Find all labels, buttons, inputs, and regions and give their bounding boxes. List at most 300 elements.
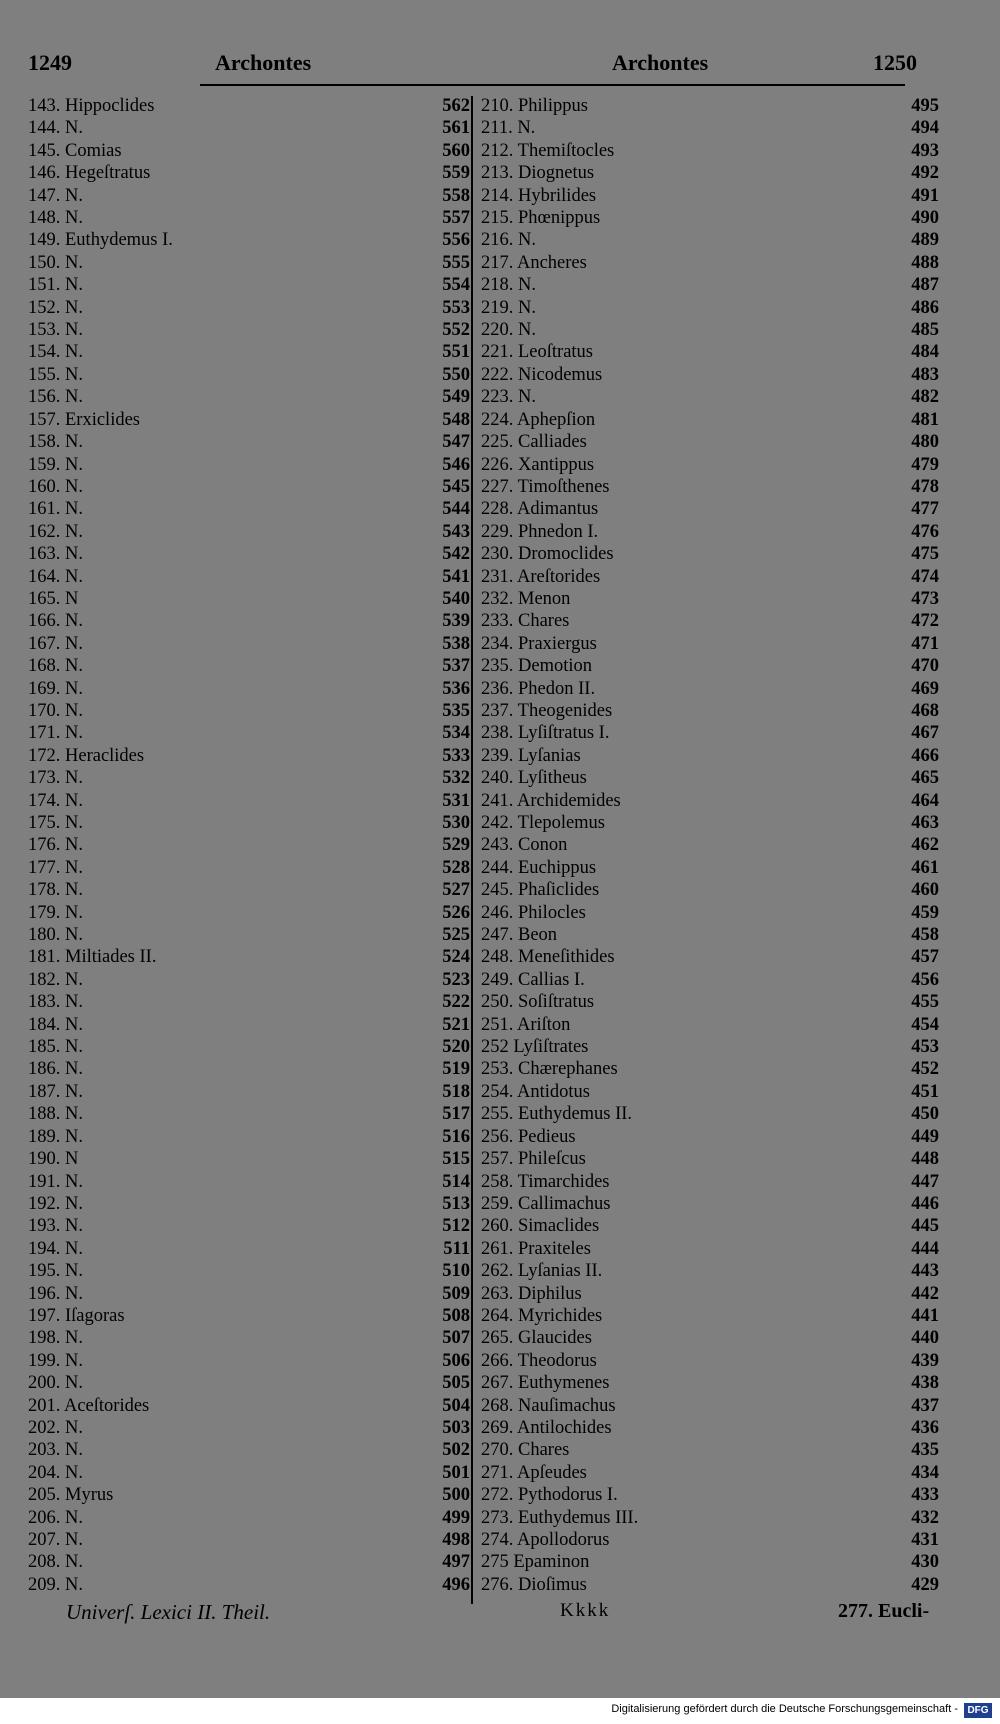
list-item <box>481 476 941 498</box>
year-number: 515 <box>442 1149 470 1170</box>
list-item <box>481 95 941 117</box>
year-number: 440 <box>911 1328 939 1349</box>
list-item <box>481 1238 941 1260</box>
archon-name: 144. N. <box>28 118 83 139</box>
year-number: 522 <box>442 992 470 1013</box>
archon-name: 187. N. <box>28 1081 83 1102</box>
year-number: 495 <box>911 96 939 116</box>
archon-name: 247. Beon <box>481 925 558 946</box>
year-number: 436 <box>911 1417 939 1438</box>
year-number: 486 <box>911 297 939 318</box>
archon-name: 182. N. <box>28 969 83 990</box>
year-number: 519 <box>442 1059 470 1080</box>
archon-list-right <box>481 95 941 1596</box>
list-item <box>28 207 470 229</box>
year-number: 475 <box>911 544 939 565</box>
list-item <box>28 521 470 543</box>
list-item <box>481 991 941 1013</box>
archon-name: 200. N. <box>28 1373 83 1394</box>
archon-name: 263. Diphilus <box>481 1283 582 1304</box>
year-number: 508 <box>442 1305 470 1326</box>
archon-name: 206. N. <box>28 1507 83 1528</box>
list-item <box>481 1215 941 1237</box>
list-item <box>28 879 470 901</box>
archon-name: 154. N. <box>28 342 83 363</box>
list-item <box>481 431 941 453</box>
list-item <box>481 700 941 722</box>
list-item <box>481 566 941 588</box>
year-number: 478 <box>911 476 939 497</box>
year-number: 507 <box>442 1328 470 1349</box>
list-item <box>481 207 941 229</box>
list-item <box>28 700 470 722</box>
list-item <box>28 1058 470 1080</box>
list-item <box>28 1529 470 1551</box>
archon-name: 236. Phedon II. <box>481 678 596 699</box>
list-item <box>481 633 941 655</box>
list-item <box>28 566 470 588</box>
year-number: 528 <box>442 857 470 878</box>
archon-name: 205. Myrus <box>28 1485 114 1506</box>
archon-name: 159. N. <box>28 454 83 475</box>
list-item <box>28 252 470 274</box>
year-number: 494 <box>911 118 939 139</box>
list-item <box>481 274 941 296</box>
year-number: 502 <box>442 1440 470 1461</box>
archon-name: 259. Callimachus <box>481 1193 611 1214</box>
year-number: 462 <box>911 835 939 856</box>
list-item <box>481 341 941 363</box>
archon-name: 203. N. <box>28 1440 83 1461</box>
year-number: 527 <box>442 880 470 901</box>
year-number: 497 <box>442 1552 470 1573</box>
archon-name: 180. N. <box>28 925 83 946</box>
archon-name: 184. N. <box>28 1014 83 1035</box>
list-item <box>28 543 470 565</box>
credit-text: Digitalisierung gefördert durch die Deutsche Forschungsgemeinschaft - <box>611 1703 958 1715</box>
list-item <box>28 341 470 363</box>
footer-catchword: 277. Eucli- <box>838 1600 930 1622</box>
year-number: 468 <box>911 700 939 721</box>
year-number: 483 <box>911 364 939 385</box>
header-rule-right <box>610 84 905 86</box>
archon-name: 248. Meneſithides <box>481 947 615 968</box>
year-number: 445 <box>911 1216 939 1237</box>
list-item <box>28 834 470 856</box>
list-item <box>481 722 941 744</box>
year-number: 439 <box>911 1350 939 1371</box>
list-item <box>481 1350 941 1372</box>
list-item <box>28 1507 470 1529</box>
list-item <box>28 476 470 498</box>
year-number: 529 <box>442 835 470 856</box>
year-number: 547 <box>442 432 470 453</box>
list-item <box>481 1171 941 1193</box>
archon-name: 229. Phnedon I. <box>481 521 599 542</box>
list-item <box>28 633 470 655</box>
year-number: 477 <box>911 499 939 520</box>
archon-name: 231. Areſtorides <box>481 566 601 587</box>
year-number: 449 <box>911 1126 939 1147</box>
list-item <box>481 610 941 632</box>
list-item <box>481 924 941 946</box>
list-item <box>28 185 470 207</box>
list-item <box>28 364 470 386</box>
year-number: 498 <box>442 1530 470 1550</box>
list-item <box>28 1395 470 1417</box>
list-item <box>481 1551 941 1573</box>
list-item <box>481 543 941 565</box>
list-item <box>481 1507 941 1529</box>
archon-name: 175. N. <box>28 813 83 833</box>
archon-name: 209. N. <box>28 1574 83 1595</box>
year-number: 499 <box>442 1507 470 1528</box>
archon-name: 193. N. <box>28 1216 83 1237</box>
archon-name: 150. N. <box>28 252 83 273</box>
archon-name: 149. Euthydemus I. <box>28 230 173 251</box>
year-number: 550 <box>442 364 470 385</box>
archon-name: 143. Hippoclides <box>28 96 155 116</box>
year-number: 523 <box>442 969 470 990</box>
year-number: 542 <box>442 544 470 565</box>
archon-name: 147. N. <box>28 185 83 206</box>
archon-name: 266. Theodorus <box>481 1350 597 1371</box>
archon-name: 224. Aphepſion <box>481 409 596 430</box>
year-number: 538 <box>442 633 470 654</box>
archon-name: 156. N. <box>28 387 83 408</box>
list-item <box>481 946 941 968</box>
year-number: 545 <box>442 476 470 497</box>
year-number: 556 <box>442 230 470 251</box>
year-number: 443 <box>911 1261 939 1282</box>
archon-name: 267. Euthymenes <box>481 1373 610 1394</box>
year-number: 536 <box>442 678 470 699</box>
archon-name: 271. Apſeudes <box>481 1462 587 1483</box>
archon-name: 272. Pythodorus I. <box>481 1485 618 1506</box>
archon-name: 168. N. <box>28 656 83 677</box>
archon-name: 178. N. <box>28 880 83 901</box>
list-item <box>28 722 470 744</box>
year-number: 454 <box>911 1014 939 1035</box>
archon-name: 160. N. <box>28 476 83 497</box>
year-number: 543 <box>442 521 470 542</box>
archon-name: 171. N. <box>28 723 83 744</box>
left-page-number: 1249 <box>28 50 72 75</box>
archon-name: 162. N. <box>28 521 83 542</box>
archon-name: 167. N. <box>28 633 83 654</box>
list-item <box>28 1171 470 1193</box>
archon-name: 176. N. <box>28 835 83 856</box>
list-item <box>28 969 470 991</box>
list-item <box>28 95 470 117</box>
list-item <box>28 1551 470 1573</box>
archon-name: 212. Themiſtocles <box>481 140 615 161</box>
list-item <box>481 521 941 543</box>
list-item <box>28 610 470 632</box>
year-number: 506 <box>442 1350 470 1371</box>
archon-name: 190. N <box>28 1149 79 1170</box>
list-item <box>28 1484 470 1506</box>
year-number: 558 <box>442 185 470 206</box>
year-number: 491 <box>911 185 939 206</box>
year-number: 555 <box>442 252 470 273</box>
year-number: 548 <box>442 409 470 430</box>
list-item <box>28 1014 470 1036</box>
list-item <box>481 229 941 251</box>
list-item <box>28 857 470 879</box>
list-item <box>481 1574 941 1596</box>
archon-name: 273. Euthydemus III. <box>481 1507 639 1528</box>
list-item <box>28 319 470 341</box>
list-item <box>28 902 470 924</box>
year-number: 455 <box>911 992 939 1013</box>
archon-name: 183. N. <box>28 992 83 1013</box>
archon-name: 250. Soſiſtratus <box>481 992 595 1013</box>
list-item <box>481 364 941 386</box>
year-number: 549 <box>442 387 470 408</box>
year-number: 521 <box>442 1014 470 1035</box>
archon-name: 254. Antidotus <box>481 1081 590 1102</box>
archon-name: 211. N. <box>481 118 536 139</box>
list-item <box>28 812 470 834</box>
year-number: 452 <box>911 1059 939 1080</box>
list-item <box>481 1529 941 1551</box>
archon-name: 217. Ancheres <box>481 252 587 273</box>
archon-name: 258. Timarchides <box>481 1171 610 1192</box>
archon-name: 166. N. <box>28 611 83 632</box>
list-item <box>28 678 470 700</box>
year-number: 525 <box>442 925 470 946</box>
year-number: 466 <box>911 745 939 766</box>
right-running-title: Archontes <box>612 50 709 75</box>
year-number: 453 <box>911 1037 939 1058</box>
archon-list-left <box>28 95 470 1596</box>
archon-name: 262. Lyſanias II. <box>481 1261 603 1282</box>
year-number: 446 <box>911 1193 939 1214</box>
year-number: 458 <box>911 925 939 946</box>
archon-name: 260. Simaclides <box>481 1216 600 1237</box>
archon-name: 170. N. <box>28 700 83 721</box>
list-item <box>481 1036 941 1058</box>
year-number: 465 <box>911 768 939 789</box>
list-item <box>28 946 470 968</box>
list-item <box>28 1327 470 1349</box>
year-number: 541 <box>442 566 470 587</box>
list-item <box>28 1193 470 1215</box>
archon-name: 222. Nicodemus <box>481 364 603 385</box>
archon-name: 155. N. <box>28 364 83 385</box>
list-item <box>481 902 941 924</box>
year-number: 533 <box>442 745 470 766</box>
year-number: 526 <box>442 902 470 923</box>
archon-name: 268. Nauſimachus <box>481 1395 616 1416</box>
archon-name: 239. Lyſanias <box>481 745 581 766</box>
list-item <box>481 767 941 789</box>
list-item <box>481 454 941 476</box>
archon-name: 157. Erxiclides <box>28 409 141 430</box>
list-item <box>481 319 941 341</box>
list-item <box>28 498 470 520</box>
year-number: 516 <box>442 1126 470 1147</box>
year-number: 509 <box>442 1283 470 1304</box>
archon-name: 192. N. <box>28 1193 83 1214</box>
archon-name: 196. N. <box>28 1283 83 1304</box>
year-number: 532 <box>442 768 470 789</box>
archon-name: 240. Lyſitheus <box>481 768 587 789</box>
list-item <box>28 924 470 946</box>
archon-name: 252 Lyſiſtrates <box>481 1037 589 1058</box>
year-number: 480 <box>911 432 939 453</box>
list-item <box>481 117 941 139</box>
list-item <box>481 879 941 901</box>
year-number: 560 <box>442 140 470 161</box>
year-number: 557 <box>442 208 470 229</box>
list-item <box>28 386 470 408</box>
list-item <box>28 1372 470 1394</box>
list-item <box>481 162 941 184</box>
year-number: 429 <box>911 1574 939 1595</box>
year-number: 493 <box>911 140 939 161</box>
list-item <box>28 431 470 453</box>
list-item <box>481 1126 941 1148</box>
archon-name: 256. Pedieus <box>481 1126 576 1147</box>
list-item <box>481 1193 941 1215</box>
year-number: 451 <box>911 1081 939 1102</box>
list-item <box>481 297 941 319</box>
year-number: 554 <box>442 275 470 296</box>
archon-name: 243. Conon <box>481 835 568 856</box>
archon-name: 255. Euthydemus II. <box>481 1104 633 1125</box>
list-item <box>28 588 470 610</box>
list-item <box>481 140 941 162</box>
archon-name: 242. Tlepolemus <box>481 813 606 833</box>
archon-name: 245. Phaſiclides <box>481 880 600 901</box>
archon-name: 223. N. <box>481 387 536 408</box>
list-item <box>481 1058 941 1080</box>
list-item <box>28 1574 470 1596</box>
list-item <box>28 409 470 431</box>
archon-name: 238. Lyſiſtratus I. <box>481 723 610 744</box>
year-number: 447 <box>911 1171 939 1192</box>
year-number: 544 <box>442 499 470 520</box>
year-number: 482 <box>911 387 939 408</box>
year-number: 492 <box>911 163 939 184</box>
list-item <box>481 1103 941 1125</box>
archon-name: 226. Xantippus <box>481 454 595 475</box>
archon-name: 163. N. <box>28 544 83 565</box>
year-number: 464 <box>911 790 939 811</box>
year-number: 485 <box>911 320 939 341</box>
list-item <box>28 655 470 677</box>
archon-name: 269. Antilochides <box>481 1417 612 1438</box>
list-item <box>28 274 470 296</box>
archon-name: 145. Comias <box>28 140 122 161</box>
header-rule-left <box>200 84 610 86</box>
list-item <box>28 1305 470 1327</box>
list-item <box>481 1283 941 1305</box>
archon-name: 246. Philocles <box>481 902 586 923</box>
list-item <box>481 1439 941 1461</box>
archon-name: 207. N. <box>28 1530 83 1550</box>
year-number: 517 <box>442 1104 470 1125</box>
year-number: 434 <box>911 1462 939 1483</box>
archon-name: 274. Apollodorus <box>481 1530 610 1550</box>
list-item <box>28 1439 470 1461</box>
archon-name: 197. Iſagoras <box>28 1305 125 1326</box>
list-item <box>28 1417 470 1439</box>
year-number: 540 <box>442 588 470 609</box>
list-item <box>481 1372 941 1394</box>
list-item <box>481 678 941 700</box>
list-item <box>28 790 470 812</box>
year-number: 535 <box>442 700 470 721</box>
list-item <box>481 1148 941 1170</box>
list-item <box>481 185 941 207</box>
list-item <box>28 162 470 184</box>
list-item <box>481 1260 941 1282</box>
list-item <box>28 745 470 767</box>
archon-name: 220. N. <box>481 320 536 341</box>
year-number: 552 <box>442 320 470 341</box>
list-item <box>481 969 941 991</box>
year-number: 551 <box>442 342 470 363</box>
archon-name: 253. Chærephanes <box>481 1059 618 1080</box>
year-number: 474 <box>911 566 939 587</box>
archon-name: 146. Hegeſtratus <box>28 163 151 184</box>
list-item <box>481 588 941 610</box>
archon-name: 181. Miltiades II. <box>28 947 157 968</box>
archon-name: 235. Demotion <box>481 656 592 677</box>
archon-name: 186. N. <box>28 1059 83 1080</box>
list-item <box>481 790 941 812</box>
year-number: 490 <box>911 208 939 229</box>
archon-name: 232. Menon <box>481 588 571 609</box>
year-number: 448 <box>911 1149 939 1170</box>
archon-name: 214. Hybrilides <box>481 185 597 206</box>
list-item <box>481 1462 941 1484</box>
archon-name: 213. Diognetus <box>481 163 595 184</box>
archon-name: 218. N. <box>481 275 536 296</box>
year-number: 457 <box>911 947 939 968</box>
year-number: 488 <box>911 252 939 273</box>
archon-name: 188. N. <box>28 1104 83 1125</box>
footer-signature-mark: Kkkk <box>560 1600 611 1621</box>
archon-name: 208. N. <box>28 1552 83 1573</box>
year-number: 459 <box>911 902 939 923</box>
year-number: 518 <box>442 1081 470 1102</box>
year-number: 444 <box>911 1238 939 1259</box>
year-number: 503 <box>442 1417 470 1438</box>
archon-name: 221. Leoſtratus <box>481 342 594 363</box>
left-running-title: Archontes <box>215 50 312 75</box>
year-number: 470 <box>911 656 939 677</box>
list-item <box>481 1395 941 1417</box>
year-number: 531 <box>442 790 470 811</box>
right-page-number: 1250 <box>873 50 917 75</box>
archon-name: 198. N. <box>28 1328 83 1349</box>
archon-name: 189. N. <box>28 1126 83 1147</box>
archon-name: 276. Dioſimus <box>481 1574 587 1595</box>
list-item <box>28 1081 470 1103</box>
archon-name: 179. N. <box>28 902 83 923</box>
year-number: 430 <box>911 1552 939 1573</box>
list-item <box>481 655 941 677</box>
year-number: 431 <box>911 1530 939 1550</box>
archon-name: 264. Myrichides <box>481 1305 603 1326</box>
year-number: 437 <box>911 1395 939 1416</box>
list-item <box>28 297 470 319</box>
list-item <box>28 454 470 476</box>
